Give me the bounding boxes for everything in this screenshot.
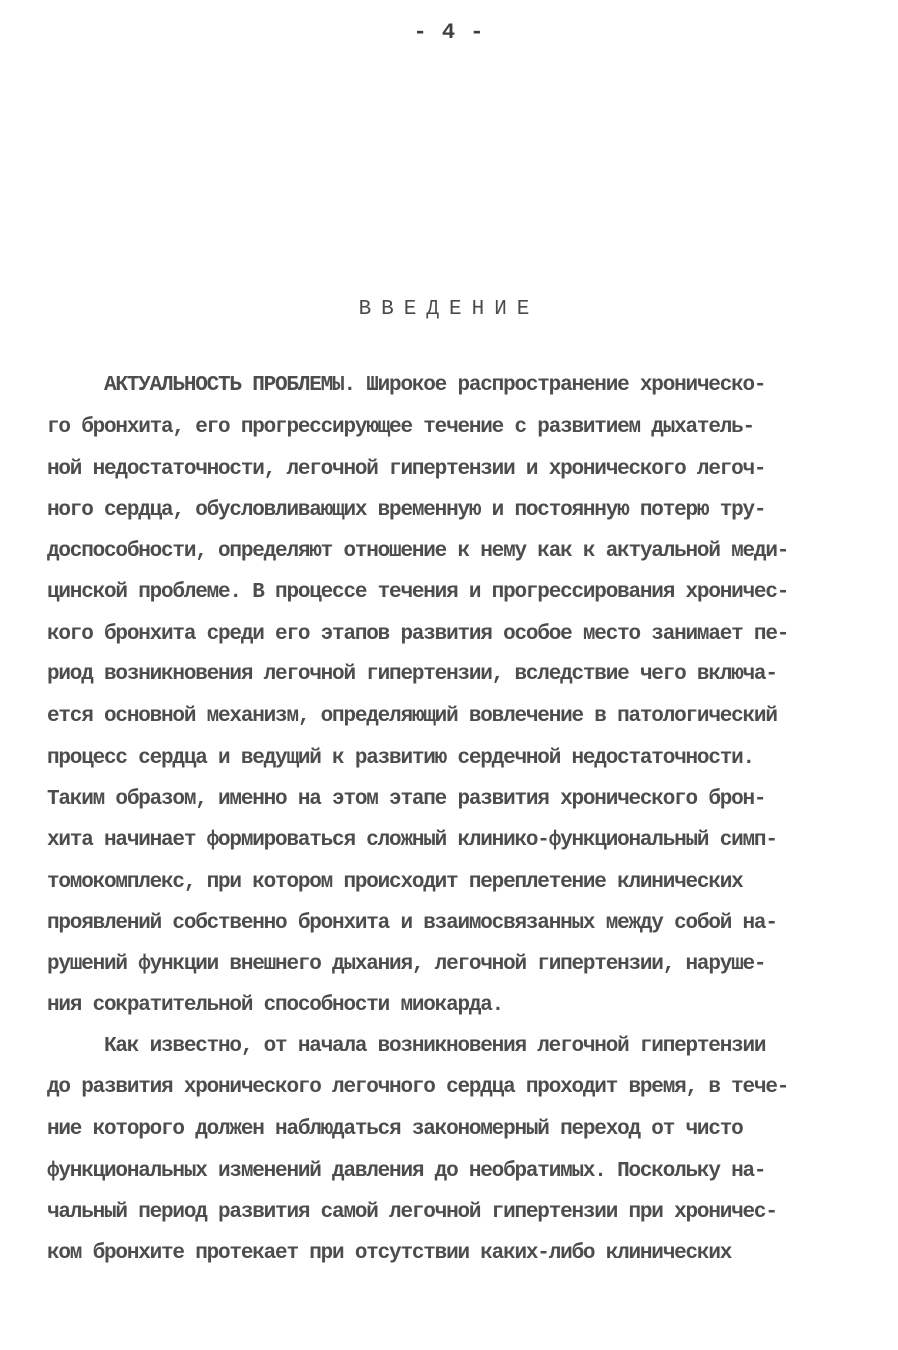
text-line: томокомплекс, при котором происходит переплетение клинических bbox=[47, 871, 743, 894]
text-line: функциональных изменений давления до необратимых. Поскольку на- bbox=[47, 1160, 766, 1183]
text-line: ние которого должен наблюдаться закономерный переход от чисто bbox=[47, 1118, 743, 1141]
text-line: ной недостаточности, легочной гипертензии и хронического легоч- bbox=[47, 458, 766, 481]
text-line: ного сердца, обусловливающих временную и постоянную потерю тру- bbox=[47, 499, 766, 522]
text-line: Таким образом, именно на этом этапе развития хронического брон- bbox=[47, 788, 766, 811]
text-line: чальный период развития самой легочной гипертензии при хроничес- bbox=[47, 1201, 777, 1224]
text-line: до развития хронического легочного сердца проходит время, в тече- bbox=[47, 1076, 789, 1099]
text-line: Как известно, от начала возникновения легочной гипертензии bbox=[104, 1035, 766, 1058]
text-line: АКТУАЛЬНОСТЬ ПРОБЛЕМЫ. Широкое распространение хроническо- bbox=[104, 374, 766, 397]
text-line: ком бронхите протекает при отсутствии каких-либо клинических bbox=[47, 1242, 732, 1265]
text-line: ния сократительной способности миокарда. bbox=[47, 994, 504, 1017]
text-line: доспособности, определяют отношение к нему как к актуальной меди- bbox=[47, 540, 789, 563]
text-line: ется основной механизм, определяющий вовлечение в патологический bbox=[47, 705, 777, 728]
text-line: кого бронхита среди его этапов развития особое место занимает пе- bbox=[47, 623, 789, 646]
text-line: проявлений собственно бронхита и взаимосвязанных между собой на- bbox=[47, 912, 777, 935]
section-heading: ВВЕДЕНИЕ bbox=[358, 298, 540, 321]
text-line: го бронхита, его прогрессирующее течение с развитием дыхатель- bbox=[47, 416, 754, 439]
text-line: рушений функции внешнего дыхания, легочной гипертензии, наруше- bbox=[47, 953, 766, 976]
text-line: цинской проблеме. В процессе течения и прогрессирования хроничес- bbox=[47, 581, 789, 604]
text-line: хита начинает формироваться сложный клинико-функциональный симп- bbox=[47, 829, 777, 852]
text-line: процесс сердца и ведущий к развитию сердечной недостаточности. bbox=[47, 747, 754, 770]
page-number: - 4 - bbox=[413, 20, 485, 45]
text-line: риод возникновения легочной гипертензии, вследствие чего включа- bbox=[47, 663, 777, 686]
